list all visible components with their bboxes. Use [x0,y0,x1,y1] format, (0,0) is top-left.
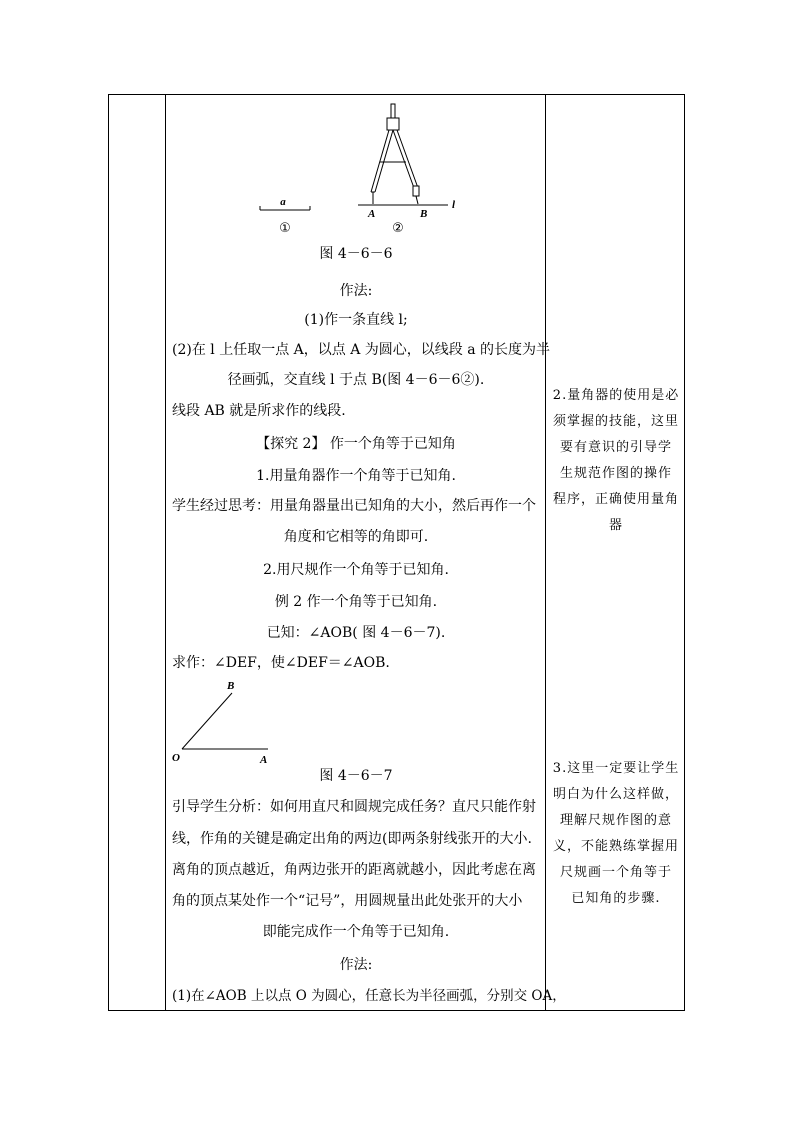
figure-4-6-7-caption: 图 4－6－7 [319,768,393,784]
fig2-point-a-label: A [260,754,268,766]
method-result: 线段 AB 就是所求作的线段. [172,403,346,419]
student-thinking-line-1: 学生经过思考：用量角器量出已知角的大小，然后再作一个 [172,498,536,514]
note-3-line: 尺规画一个角等于 [559,865,672,880]
analysis-line-5: 即能完成作一个角等于已知角. [262,924,450,940]
method-step-2-line-2: 径画弧，交直线 l 于点 B(图 4－6－6②). [227,372,485,388]
note-2-line: 须掌握的技能，这里 [552,414,679,429]
note-2-line: 程序，正确使用量角 [552,492,679,507]
required-statement: 求作：∠DEF，使∠DEF＝∠AOB. [172,655,390,671]
student-thinking-line-2: 角度和它相等的角即可. [283,529,429,545]
table-top-border [108,94,685,95]
figure-4-6-6-caption: 图 4－6－6 [319,246,393,262]
table-divider-1 [165,94,166,1011]
given-statement: 已知：∠AOB( 图 4－6－7). [266,625,446,641]
compass-icon [371,104,419,204]
figure-4-6-7 [170,675,280,765]
analysis-line-1: 引导学生分析：如何用直尺和圆规完成任务？直尺只能作射 [172,799,536,815]
note-3-line: 理解尺规作图的意 [559,813,672,828]
method-step-1: (1)作一条直线 l; [304,312,408,328]
table-bottom-border [108,1010,685,1011]
note-2 [548,383,684,539]
point-b-label: B [420,208,428,220]
point-a-label: A [368,208,376,220]
figure-label-2: ② [392,221,404,236]
table-divider-2 [545,94,546,1011]
explore-2-item-2: 2.用尺规作一个角等于已知角. [263,562,449,578]
method-heading: 作法: [339,283,373,299]
note-2-line: 生规范作图的操作 [559,466,672,481]
figure-4-6-6 [250,100,470,240]
explore-2-item-1: 1.用量角器作一个角等于已知角. [256,468,456,484]
explore-2-title: 【探究 2】 作一个角等于已知角 [256,436,456,452]
note-3 [548,756,684,912]
analysis-line-2: 线，作角的关键是确定出角的两边(即两条射线张开的大小. [172,831,532,847]
note-3-line: 3.这里一定要让学生 [552,761,680,776]
figure-label-1: ① [279,221,291,236]
note-3-line: 已知角的步骤. [571,891,661,906]
table-left-border [108,94,109,1011]
note-2-line: 要有意识的引导学 [559,440,672,455]
line-l-label: l [452,199,456,211]
analysis-line-4: 角的顶点某处作一个“记号”，用圆规量出此处张开的大小 [172,893,523,909]
ray-ob [182,693,232,749]
note-2-line: 器 [608,518,623,533]
note-3-line: 义，不能熟练掌握用 [552,839,679,854]
table-right-border [684,94,685,1011]
analysis-step-1: (1)在∠AOB 上以点 O 为圆心，任意长为半径画弧，分别交 OA， [172,988,566,1004]
analysis-line-3: 离角的顶点越近，角两边张开的距离就越小，因此考虑在离 [172,862,536,878]
note-2-line: 2.量角器的使用是必 [552,388,680,403]
example-2: 例 2 作一个角等于已知角. [274,594,438,610]
fig2-point-o-label: O [172,752,180,764]
method-step-2-line-1: (2)在 l 上任取一点 A，以点 A 为圆心，以线段 a 的长度为半 [172,342,551,358]
note-3-line: 明白为什么这样做， [552,787,679,802]
fig2-point-b-label: B [227,680,235,692]
segment-a-label: a [280,196,286,208]
analysis-method-heading: 作法: [339,957,373,973]
